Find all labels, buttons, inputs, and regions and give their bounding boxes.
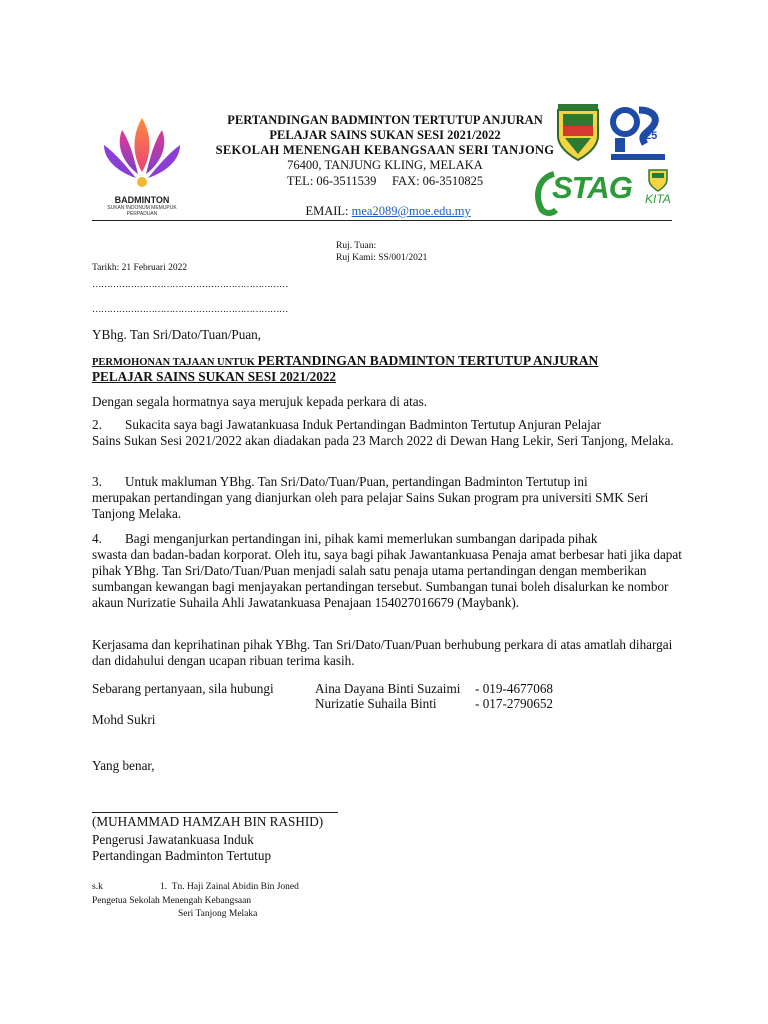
- contact-1-name: Aina Dayana Binti Suzaimi: [315, 681, 461, 696]
- cc-item: 1. Tn. Haji Zainal Abidin Bin Joned: [160, 882, 299, 892]
- badminton-logo: [92, 110, 192, 220]
- contact-1-phone: - 019-4677068: [475, 681, 554, 696]
- badminton-logo-tagline: SUKAN INDONUM MEMUPUK PERPADUAN: [107, 205, 177, 217]
- paragraph-3-rest: merupakan pertandingan yang dianjurkan oleh para pelajar Sains Sukan program pra universiti SMK Seri Tanjong Melaka.: [92, 490, 649, 521]
- ministry-badge-icon: [609, 104, 667, 162]
- header-address: 76400, TANJUNG KLING, MELAKA: [287, 158, 483, 172]
- ministry-25-logo: [609, 104, 667, 167]
- subject-small-part: PERMOHONAN TAJAAN UNTUK: [92, 357, 258, 368]
- ruj-kami: Ruj Kami: SS/001/2021: [336, 253, 428, 263]
- signatory-name: (MUHAMMAD HAMZAH BIN RASHID): [92, 814, 324, 829]
- kita-text: KITA: [645, 192, 671, 206]
- paragraph-4-number: 4.: [92, 531, 102, 546]
- cc-label: s.k: [92, 882, 103, 892]
- header-divider: [92, 220, 672, 221]
- recipient-dots-2: …………………………………………………………: [92, 305, 288, 315]
- paragraph-4: [92, 531, 682, 611]
- paragraph-4-first-line: Bagi menganjurkan pertandingan ini, pihak kami memerlukan sumbangan daripada pihak: [125, 531, 598, 546]
- stag-logo: [532, 168, 672, 218]
- paragraph-3: [92, 474, 682, 522]
- signatory-title-1: Pengerusi Jawatankuasa Induk: [92, 832, 254, 847]
- header-phone-fax: TEL: 06-3511539 FAX: 06-3510825: [286, 174, 484, 188]
- school-crest-logo: [555, 104, 601, 167]
- paragraph-2-rest: Sains Sukan Sesi 2021/2022 akan diadakan pada 23 March 2022 di Dewan Hang Lekir, Seri Tanjong, Melaka.: [92, 433, 674, 448]
- shuttlecock-flame-icon: [92, 110, 192, 190]
- signature-line: [92, 812, 338, 813]
- paragraph-3-first-line: Untuk makluman YBhg. Tan Sri/Dato/Tuan/Puan, pertandingan Badminton Tertutup ini: [125, 474, 588, 489]
- contact-label: Sebarang pertanyaan, sila hubungi: [92, 681, 274, 696]
- header-line-2: PELAJAR SAINS SUKAN SESI 2021/2022: [269, 128, 501, 142]
- badge-25-text: 25: [645, 130, 658, 142]
- contact-2-phone: - 017-2790652: [475, 696, 554, 711]
- email-link[interactable]: mea2089@moe.edu.my: [351, 204, 471, 218]
- email-label: EMAIL:: [305, 204, 352, 218]
- intro-paragraph: Dengan segala hormatnya saya merujuk kepada perkara di atas.: [92, 394, 428, 409]
- paragraph-2: [92, 417, 682, 449]
- ruj-tuan: Ruj. Tuan:: [336, 241, 377, 251]
- salutation: YBhg. Tan Sri/Dato/Tuan/Puan,: [92, 327, 262, 342]
- recipient-dots-1: …………………………………………………………: [92, 280, 288, 290]
- contact-2-name: Nurizatie Suhaila Binti: [315, 696, 437, 711]
- paragraph-3-number: 3.: [92, 474, 102, 489]
- signatory-title-2: Pertandingan Badminton Tertutup: [92, 848, 272, 863]
- kita-crest-icon: [647, 168, 669, 192]
- subject-large-part: PERTANDINGAN BADMINTON TERTUTUP ANJURAN: [257, 353, 599, 368]
- paragraph-2-first-line: Sukacita saya bagi Jawatankuasa Induk Pertandingan Badminton Tertutup Anjuran Pelajar: [125, 417, 602, 432]
- stag-text: STAG: [552, 170, 632, 205]
- paragraph-5: Kerjasama dan keprihatinan pihak YBhg. Tan Sri/Dato/Tuan/Puan berhubung perkara di atas amatlah dihargai dan didahului dengan ucapan ribuan terima kasih.: [92, 637, 673, 668]
- contact-2-continuation: Mohd Sukri: [92, 712, 156, 727]
- badminton-logo-text: BADMINTON: [114, 195, 170, 205]
- cc-line-2: Pengetua Sekolah Menengah Kebangsaan: [92, 896, 252, 906]
- header-line-1: PERTANDINGAN BADMINTON TERTUTUP ANJURAN: [227, 113, 543, 127]
- header-email-row: [205, 189, 565, 219]
- school-crest-icon: [555, 104, 601, 162]
- paragraph-2-number: 2.: [92, 417, 102, 432]
- header-line-3: SEKOLAH MENENGAH KEBANGSAAN SERI TANJONG: [215, 143, 555, 157]
- subject-line-2: PELAJAR SAINS SUKAN SESI 2021/2022: [92, 369, 337, 384]
- cc-line-3: Seri Tanjong Melaka: [178, 909, 258, 919]
- date: Tarikh: 21 Februari 2022: [92, 263, 188, 273]
- paragraph-4-rest: swasta dan badan-badan korporat. Oleh itu, saya bagi pihak Jawantankuasa Penaja amat berbesar hati jika dapat pihak YBhg. Tan Sri/Dato/Tuan/Puan menjadi salah satu penaja utama pertandingan dengan memberikan sumbangan kewangan bagi menjayakan pertandingan tersebut. Sumbangan tunai boleh disalurkan ke nombor akaun Nurizatie Suhaila Ahli Jawatankuasa Penajaan 154027016679 (Maybank).: [92, 547, 682, 610]
- closing: Yang benar,: [92, 758, 155, 773]
